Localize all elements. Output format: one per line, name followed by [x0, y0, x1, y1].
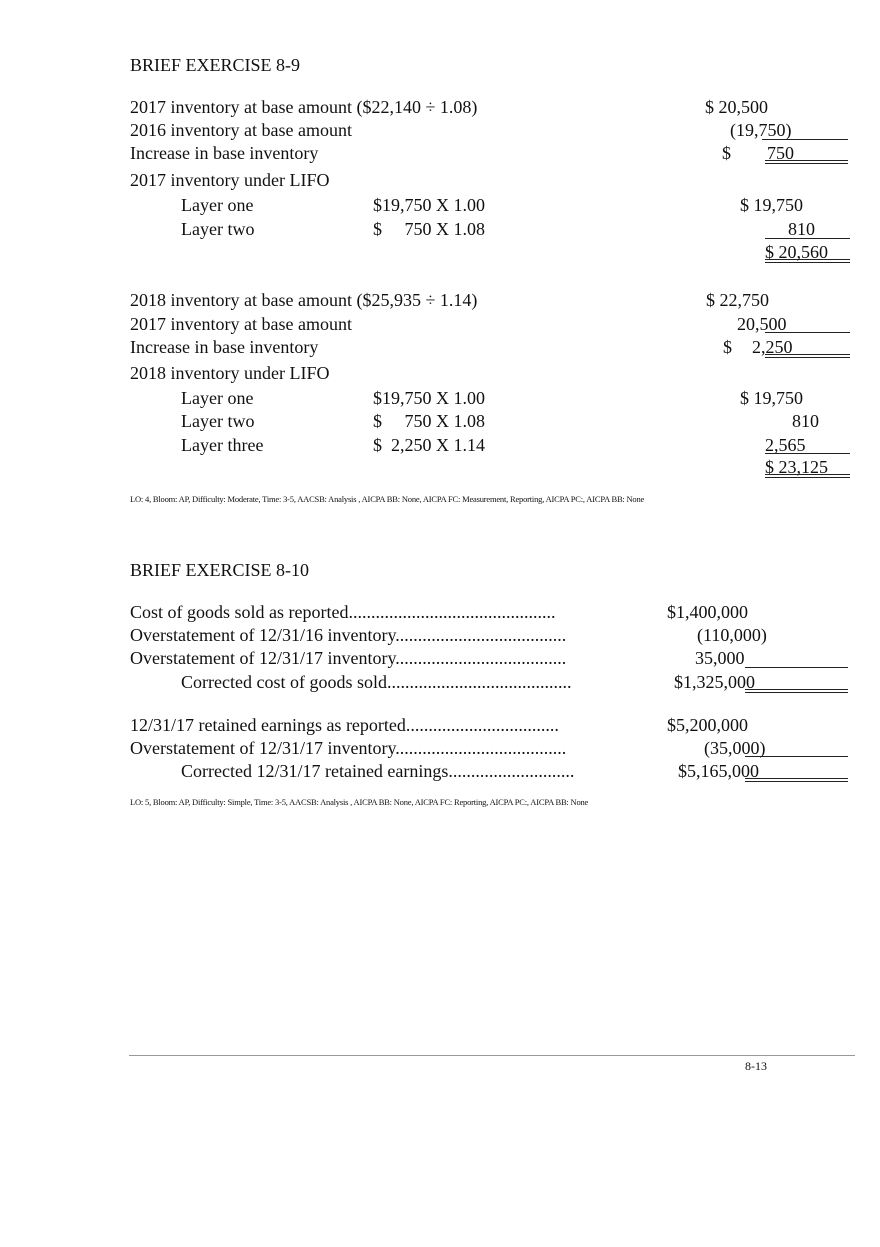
- row-value: $5,165,000: [678, 761, 759, 781]
- row-label: Layer three: [181, 435, 264, 455]
- row-calc: $19,750 X 1.00: [373, 388, 485, 408]
- row-label: Layer one: [181, 195, 254, 215]
- row-value: 20,500: [737, 314, 787, 334]
- row-value: $1,400,000: [667, 602, 748, 622]
- underline: [745, 667, 848, 668]
- row-value: 35,000: [695, 648, 745, 668]
- row-label: Increase in base inventory: [130, 143, 319, 163]
- row-label: 2016 inventory at base amount: [130, 120, 352, 140]
- exercise-title: BRIEF EXERCISE 8-9: [130, 55, 301, 75]
- underline: [745, 756, 848, 757]
- underline: [765, 453, 850, 454]
- row-calc: $ 2,250 X 1.14: [373, 435, 485, 455]
- row-calc: $ 750 X 1.08: [373, 219, 485, 239]
- row-value: 2,250: [752, 337, 793, 357]
- row-dollar: $: [723, 337, 732, 357]
- row-label: 2017 inventory at base amount: [130, 314, 352, 334]
- row-calc: $ 750 X 1.08: [373, 411, 485, 431]
- row-value: $ 22,750: [706, 290, 769, 310]
- row-label: Layer two: [181, 219, 255, 239]
- double-underline: [745, 778, 848, 782]
- row-value: (110,000): [697, 625, 767, 645]
- row-label: Layer two: [181, 411, 255, 431]
- row-label: Overstatement of 12/31/17 inventory......................................: [130, 738, 567, 758]
- row-label: Corrected cost of goods sold.........................................: [181, 672, 572, 692]
- row-value: (35,000): [704, 738, 766, 758]
- double-underline: [765, 474, 850, 478]
- underline: [765, 238, 850, 239]
- row-label: Overstatement of 12/31/16 inventory......................................: [130, 625, 567, 645]
- double-underline: [765, 160, 848, 164]
- double-underline: [745, 689, 848, 693]
- underline: [765, 332, 850, 333]
- row-total: $ 20,560: [765, 242, 828, 262]
- row-value: 810: [788, 219, 815, 239]
- page-number: 8-13: [745, 1059, 767, 1073]
- row-label: 2018 inventory at base amount ($25,935 ÷ 1.14): [130, 290, 478, 310]
- row-value: 810: [792, 411, 819, 431]
- row-value: 750: [767, 143, 794, 163]
- row-label: 2018 inventory under LIFO: [130, 363, 330, 383]
- double-underline: [765, 259, 850, 263]
- row-label: 2017 inventory under LIFO: [130, 170, 330, 190]
- row-value: $1,325,000: [674, 672, 755, 692]
- footer-rule: [129, 1055, 855, 1056]
- row-value: $ 20,500: [705, 97, 768, 117]
- double-underline: [765, 354, 850, 358]
- row-calc: $19,750 X 1.00: [373, 195, 485, 215]
- row-label: 2017 inventory at base amount ($22,140 ÷ 1.08): [130, 97, 478, 117]
- row-value: 2,565: [765, 435, 806, 455]
- row-label: Increase in base inventory: [130, 337, 319, 357]
- underline: [762, 139, 848, 140]
- metadata-note: LO: 4, Bloom: AP, Difficulty: Moderate, Time: 3-5, AACSB: Analysis , AICPA BB: None, AICPA FC: Measurement, Reporting, AICPA PC:, AICPA BB: None: [130, 494, 645, 504]
- exercise-title: BRIEF EXERCISE 8-10: [130, 560, 310, 580]
- row-total: $ 23,125: [765, 457, 828, 477]
- metadata-note: LO: 5, Bloom: AP, Difficulty: Simple, Time: 3-5, AACSB: Analysis , AICPA BB: None, AICPA FC: Reporting, AICPA PC:, AICPA BB: None: [130, 797, 589, 807]
- row-value: (19,750): [730, 120, 792, 140]
- row-label: 12/31/17 retained earnings as reported..................................: [130, 715, 559, 735]
- row-dollar: $: [722, 143, 731, 163]
- row-label: Layer one: [181, 388, 254, 408]
- row-value: $ 19,750: [740, 388, 803, 408]
- row-value: $5,200,000: [667, 715, 748, 735]
- row-label: Overstatement of 12/31/17 inventory......................................: [130, 648, 567, 668]
- row-label: Cost of goods sold as reported..............................................: [130, 602, 556, 622]
- row-value: $ 19,750: [740, 195, 803, 215]
- row-label: Corrected 12/31/17 retained earnings............................: [181, 761, 575, 781]
